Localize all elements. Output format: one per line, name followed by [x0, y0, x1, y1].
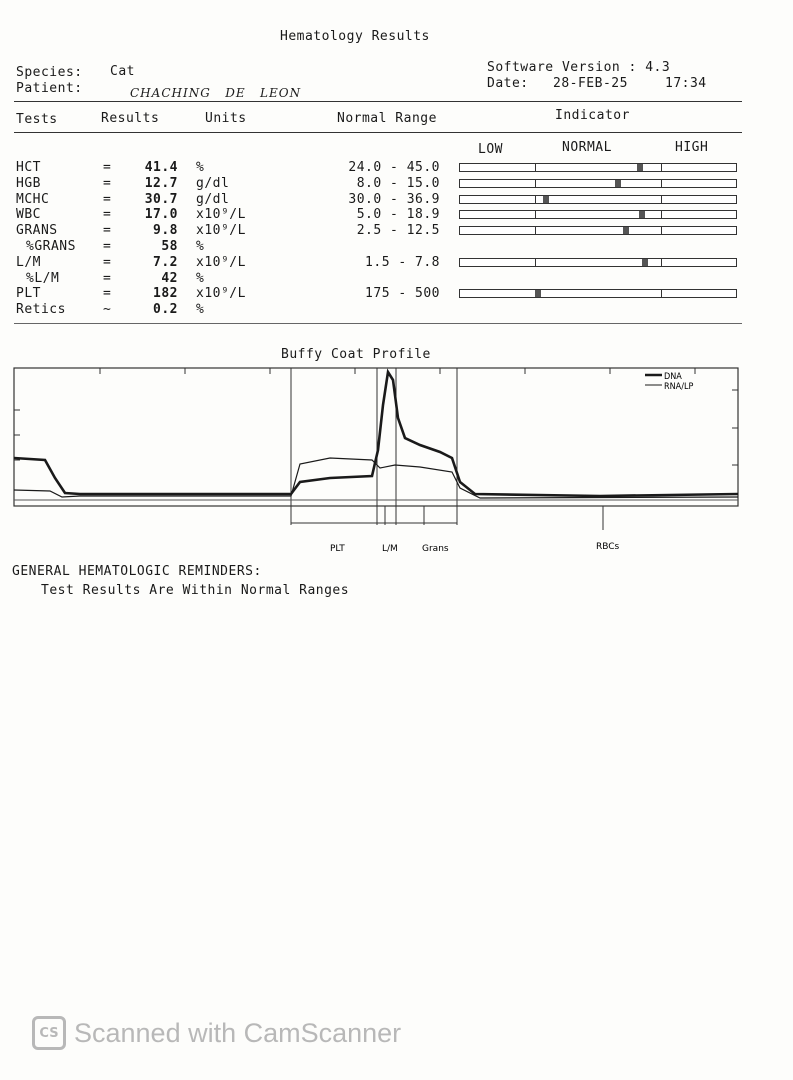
indicator-low: LOW [478, 142, 503, 157]
indicator-bar-divider [661, 180, 662, 187]
legend-rna-lp: RNA/LP [664, 382, 694, 392]
test-range: 8.0 - 15.0 [356, 176, 440, 191]
indicator-bar [459, 195, 737, 204]
legend-dna: DNA [664, 372, 682, 382]
test-name: GRANS [16, 223, 58, 238]
indicator-bar-divider [535, 164, 536, 171]
test-name: WBC [16, 207, 41, 222]
camscanner-watermark [32, 1016, 401, 1050]
indicator-bar [459, 179, 737, 188]
indicator-bar [459, 258, 737, 267]
region-lm: L/M [382, 544, 398, 554]
date-label: Date: [487, 76, 529, 91]
indicator-bar-divider [661, 290, 662, 297]
camscanner-logo-icon: CS [32, 1016, 66, 1050]
indicator-marker [639, 211, 645, 218]
test-range: 5.0 - 18.9 [356, 207, 440, 222]
test-result: 0.2 [153, 302, 178, 317]
test-operator: = [103, 223, 112, 238]
test-unit: % [196, 239, 205, 254]
indicator-bar [459, 226, 737, 235]
indicator-bar-divider [661, 259, 662, 266]
region-grans: Grans [422, 544, 449, 554]
test-unit: % [196, 271, 205, 286]
test-result: 17.0 [144, 207, 178, 222]
indicator-marker [543, 196, 549, 203]
indicator-marker [535, 290, 541, 297]
indicator-normal: NORMAL [562, 140, 612, 155]
test-name: L/M [16, 255, 41, 270]
species-label: Species: [16, 65, 83, 80]
col-results: Results [101, 111, 160, 126]
profile-title: Buffy Coat Profile [281, 347, 431, 362]
buffy-coat-chart [0, 360, 793, 560]
patient-label: Patient: [16, 81, 83, 96]
patient-name: CHACHING DE LEON [130, 86, 302, 100]
region-plt: PLT [330, 544, 345, 554]
test-name: HCT [16, 160, 41, 175]
test-operator: = [103, 176, 112, 191]
test-unit: % [196, 302, 205, 317]
date-value: 28-FEB-25 [553, 76, 628, 91]
test-range: 30.0 - 36.9 [348, 192, 440, 207]
col-normal-range: Normal Range [337, 111, 437, 126]
test-unit: x10⁹/L [196, 286, 246, 301]
indicator-marker [642, 259, 648, 266]
time-value: 17:34 [665, 76, 707, 91]
col-units: Units [205, 111, 247, 126]
test-operator: = [103, 271, 112, 286]
header-divider-top [14, 101, 742, 102]
header-divider-bottom [14, 132, 742, 133]
test-operator: = [103, 160, 112, 175]
test-name: %L/M [26, 271, 60, 286]
test-name: MCHC [16, 192, 50, 207]
test-unit: x10⁹/L [196, 207, 246, 222]
test-range: 24.0 - 45.0 [348, 160, 440, 175]
indicator-bar [459, 163, 737, 172]
test-operator: = [103, 286, 112, 301]
results-divider [14, 323, 742, 324]
col-indicator: Indicator [555, 108, 630, 123]
indicator-bar-divider [661, 227, 662, 234]
indicator-bar-divider [535, 180, 536, 187]
test-result: 58 [161, 239, 178, 254]
test-unit: x10⁹/L [196, 255, 246, 270]
test-name: PLT [16, 286, 41, 301]
indicator-bar-divider [661, 196, 662, 203]
indicator-bar-divider [535, 196, 536, 203]
test-name: Retics [16, 302, 66, 317]
indicator-marker [615, 180, 621, 187]
test-unit: % [196, 160, 205, 175]
test-result: 9.8 [153, 223, 178, 238]
test-range: 175 - 500 [365, 286, 440, 301]
camscanner-text: Scanned with CamScanner [74, 1017, 402, 1048]
test-result: 42 [161, 271, 178, 286]
report-title: Hematology Results [280, 29, 430, 44]
indicator-high: HIGH [675, 140, 709, 155]
region-rbcs: RBCs [596, 542, 620, 552]
indicator-marker [637, 164, 643, 171]
indicator-bar-divider [535, 227, 536, 234]
test-range: 1.5 - 7.8 [365, 255, 440, 270]
test-name: HGB [16, 176, 41, 191]
reminders-heading: GENERAL HEMATOLOGIC REMINDERS: [12, 564, 262, 579]
indicator-bar [459, 289, 737, 298]
indicator-bar-divider [535, 211, 536, 218]
software-version: Software Version : 4.3 [487, 60, 671, 75]
species-value: Cat [110, 64, 135, 79]
test-result: 12.7 [144, 176, 178, 191]
test-operator: ~ [103, 302, 112, 317]
test-result: 30.7 [144, 192, 178, 207]
indicator-bar-divider [661, 211, 662, 218]
test-operator: = [103, 192, 112, 207]
reminders-text: Test Results Are Within Normal Ranges [41, 583, 350, 598]
indicator-bar-divider [535, 259, 536, 266]
indicator-marker [623, 227, 629, 234]
test-unit: g/dl [196, 192, 230, 207]
indicator-bar-divider [661, 164, 662, 171]
test-operator: = [103, 207, 112, 222]
test-operator: = [103, 239, 112, 254]
test-range: 2.5 - 12.5 [356, 223, 440, 238]
test-result: 182 [153, 286, 178, 301]
test-name: %GRANS [26, 239, 76, 254]
indicator-bar [459, 210, 737, 219]
test-result: 7.2 [153, 255, 178, 270]
test-operator: = [103, 255, 112, 270]
test-unit: g/dl [196, 176, 230, 191]
col-tests: Tests [16, 112, 58, 127]
test-result: 41.4 [144, 160, 178, 175]
test-unit: x10⁹/L [196, 223, 246, 238]
